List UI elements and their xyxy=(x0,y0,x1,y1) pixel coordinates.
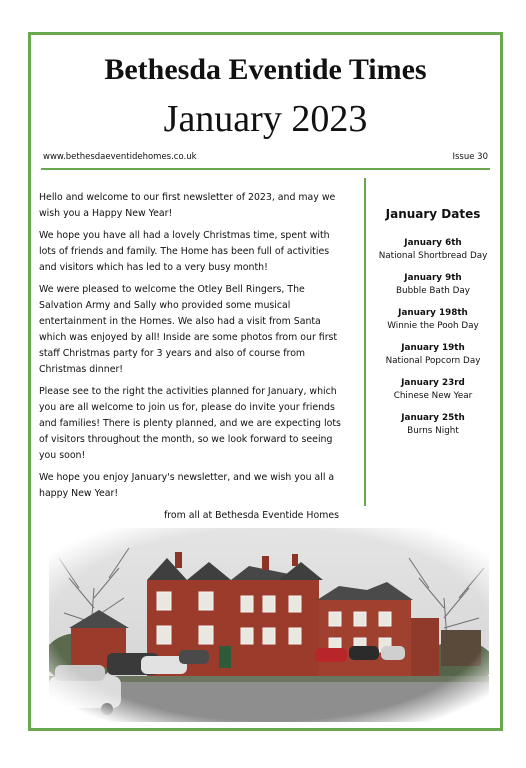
newsletter-page xyxy=(28,32,503,731)
event-item xyxy=(368,342,498,368)
care-home-photo xyxy=(49,528,489,722)
sidebar-heading: January Dates xyxy=(385,207,481,221)
event-name: Winnie the Pooh Day xyxy=(387,321,479,331)
article-paragraph: Hello and welcome to our first newsletter of 2023, and may we wish you a Happy New Year! xyxy=(39,192,336,219)
event-date: January 19th xyxy=(401,343,465,353)
event-name: National Shortbread Day xyxy=(378,251,488,261)
column-divider xyxy=(364,178,366,506)
article-signoff: from all at Bethesda Eventide Homes xyxy=(163,510,339,521)
article-paragraph: We hope you enjoy January's newsletter, and we wish you all a happy New Year! xyxy=(39,472,335,499)
article-paragraph: We hope you have all had a lovely Christmas time, spent with lots of friends and family. The Home has been full of activities and visitors which has led to a very busy month! xyxy=(39,230,330,273)
event-name: National Popcorn Day xyxy=(385,356,481,366)
header-divider xyxy=(41,168,490,170)
event-item xyxy=(368,272,498,298)
event-name: Chinese New Year xyxy=(393,391,473,401)
event-date: January 9th xyxy=(404,273,462,283)
article-paragraph: Please see to the right the activities planned for January, which you are all welcome to join us for, please do invite your friends and families! There is plenty planned, and we are expecting lots of visitors throughout the month, so we look forward to seeing you soon! xyxy=(39,386,341,461)
event-item xyxy=(368,307,498,333)
issue-number: Issue 30 xyxy=(452,152,488,162)
event-date: January 23rd xyxy=(401,378,465,388)
event-item xyxy=(368,412,498,438)
newsletter-title: Bethesda Eventide Times xyxy=(104,53,427,86)
article-body xyxy=(39,190,341,530)
event-name: Burns Night xyxy=(407,426,459,436)
event-name: Bubble Bath Day xyxy=(395,286,471,296)
event-item xyxy=(368,237,498,263)
dates-sidebar xyxy=(368,207,498,447)
issue-date: January 2023 xyxy=(163,98,368,140)
website-link[interactable]: www.bethesdaeventidehomes.co.uk xyxy=(43,152,197,162)
article-paragraph: We were pleased to welcome the Otley Bell Ringers, The Salvation Army and Sally who provided some musical entertainment in the Homes. We also had a visit from Santa which was enjoyed by all! Inside are some photos from our first staff Christmas party for 3 years and also of course from Christmas dinner! xyxy=(39,284,338,375)
event-date: January 198th xyxy=(398,308,468,318)
event-date: January 6th xyxy=(404,238,462,248)
event-date: January 25th xyxy=(401,413,465,423)
event-item xyxy=(368,377,498,403)
